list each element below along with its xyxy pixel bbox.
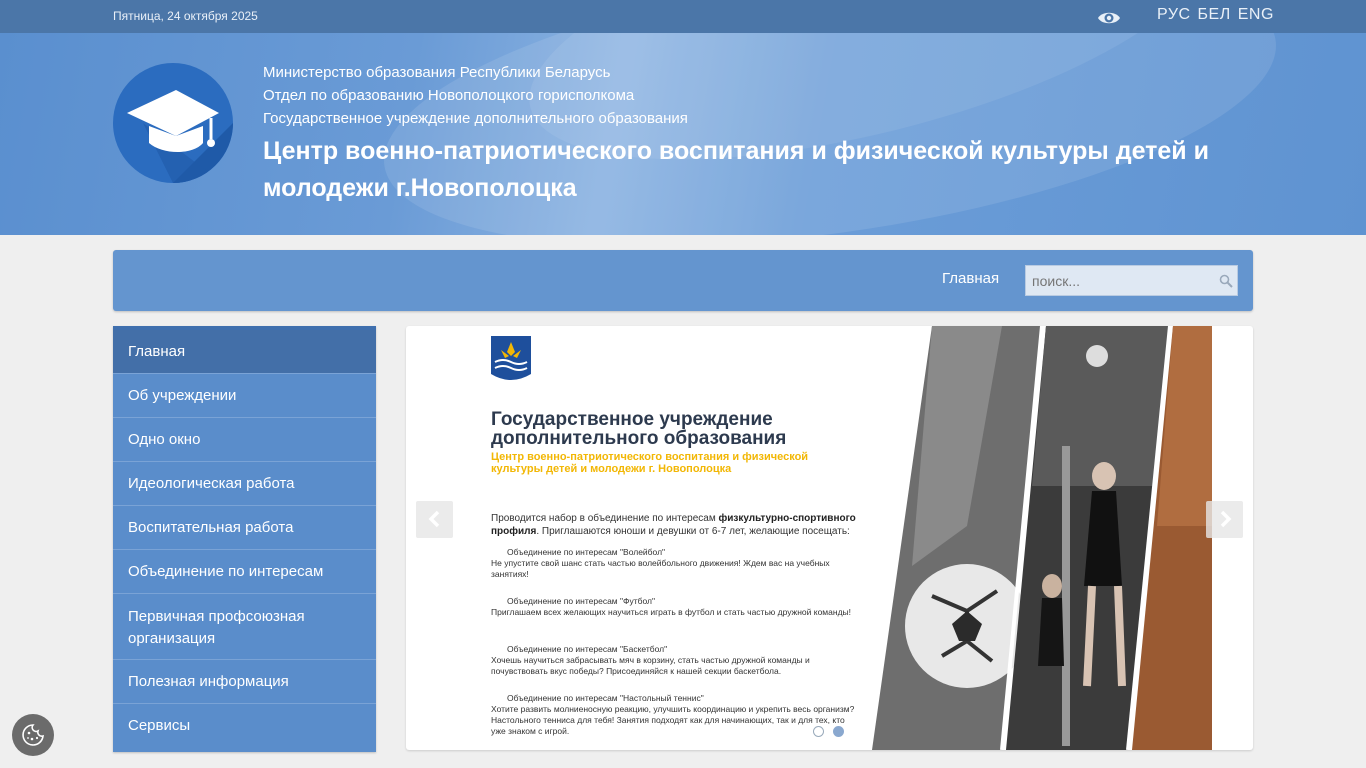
slider-dot-2[interactable] bbox=[833, 726, 844, 737]
slide-item-text: Хочешь научиться забрасывать мяч в корзину, стать частью дружной команды и почувствовать вкус победы? Присоединяйся к нашей секции баскетбола. bbox=[491, 655, 810, 676]
sidebar-item-label: Первичная профсоюзная организация bbox=[128, 608, 305, 647]
cookie-icon bbox=[21, 723, 45, 747]
lang-eng-link[interactable]: ENG bbox=[1237, 6, 1274, 23]
lang-bel-link[interactable]: БЕЛ bbox=[1197, 6, 1231, 23]
sidebar-item-label: Идеологическая работа bbox=[128, 475, 295, 492]
slide-heading: Государственное учреждение дополнительного образования bbox=[491, 409, 787, 449]
slide-item-text: Приглашаем всех желающих научиться играть в футбол и стать частью дружной команды! bbox=[491, 607, 852, 617]
sidebar-item-label: Воспитательная работа bbox=[128, 519, 294, 536]
slide-list-item bbox=[491, 596, 861, 618]
sidebar-item-label: Полезная информация bbox=[128, 673, 289, 690]
sidebar-item-label: Объединение по интересам bbox=[128, 563, 324, 580]
search-box bbox=[1025, 265, 1238, 296]
slider-dot-1[interactable] bbox=[813, 726, 824, 737]
emblem-icon bbox=[491, 336, 531, 384]
sidebar-item-label: Сервисы bbox=[128, 717, 191, 734]
sidebar-item-label: Главная bbox=[128, 343, 186, 360]
slide-list-item bbox=[491, 644, 861, 677]
image-slider bbox=[406, 326, 1253, 750]
slide-item-title: Объединение по интересам "Волейбол" bbox=[507, 547, 666, 557]
sidebar-item-home[interactable] bbox=[113, 330, 376, 374]
language-switcher bbox=[1157, 6, 1281, 24]
site-header bbox=[0, 33, 1366, 235]
sidebar-item-interest-groups[interactable] bbox=[113, 550, 376, 594]
chevron-left-icon bbox=[425, 509, 445, 529]
sidebar-item-trade-union[interactable] bbox=[113, 594, 376, 660]
sidebar-item-services[interactable] bbox=[113, 704, 376, 752]
eye-icon[interactable] bbox=[1097, 9, 1121, 27]
sidebar-item-ideology[interactable] bbox=[113, 462, 376, 506]
current-date: Пятница, 24 октября 2025 bbox=[113, 9, 258, 23]
slide-announcement[interactable] bbox=[474, 326, 1212, 750]
lang-rus-link[interactable]: РУС bbox=[1157, 6, 1191, 23]
slider-prev-button[interactable] bbox=[416, 501, 453, 538]
nav-home-link[interactable]: Главная bbox=[942, 270, 1000, 287]
slide-item-text: Хотите развить молниеносную реакцию, улучшить координацию и укрепить весь организм? Настольного тенниса для тебя! Занятия подходят как для начинающих, так и для тех, кто уже знаком с игрой. bbox=[491, 704, 855, 736]
slide-subheading: Центр военно-патриотического воспитания и физической культуры детей и молодежи г. Новополоцка bbox=[491, 451, 809, 475]
search-input[interactable] bbox=[1026, 266, 1216, 295]
main-navbar bbox=[113, 250, 1253, 311]
institution-type-line: Государственное учреждение дополнительного образования bbox=[263, 110, 688, 127]
ministry-line: Министерство образования Республики Беларусь bbox=[263, 64, 611, 81]
sidebar-item-label: Об учреждении bbox=[128, 387, 237, 404]
search-icon[interactable] bbox=[1219, 274, 1233, 288]
slide-item-text: Не упустите свой шанс стать частью волейбольного движения! Ждем вас на учебных занятиях! bbox=[491, 558, 830, 579]
top-bar bbox=[0, 0, 1366, 33]
department-line: Отдел по образованию Новополоцкого горисполкома bbox=[263, 87, 635, 104]
slide-item-title: Объединение по интересам "Баскетбол" bbox=[507, 644, 668, 654]
sports-photo-collage bbox=[872, 326, 1212, 750]
slide-item-title: Объединение по интересам "Футбол" bbox=[507, 596, 656, 606]
chevron-right-icon bbox=[1215, 509, 1235, 529]
graduation-cap-icon[interactable] bbox=[113, 63, 233, 183]
sidebar-item-label: Одно окно bbox=[128, 431, 201, 448]
cookie-settings-button[interactable] bbox=[12, 714, 54, 756]
slider-next-button[interactable] bbox=[1206, 501, 1243, 538]
slide-item-title: Объединение по интересам "Настольный теннис" bbox=[507, 693, 704, 703]
sidebar-menu bbox=[113, 326, 376, 752]
slide-list-item bbox=[491, 547, 861, 580]
slide-intro: Проводится набор в объединение по интересам физкультурно-спортивного профиля. Приглашаются юноши и девушки от 6-7 лет, желающие посещать: bbox=[491, 513, 856, 537]
sidebar-item-about[interactable] bbox=[113, 374, 376, 418]
slide-list-item bbox=[491, 693, 861, 737]
site-title: Центр военно-патриотического воспитания и физической культуры детей и молодежи г.Новополоцка bbox=[263, 137, 1209, 202]
sidebar-item-education[interactable] bbox=[113, 506, 376, 550]
sidebar-item-useful-info[interactable] bbox=[113, 660, 376, 704]
sidebar-item-one-window[interactable] bbox=[113, 418, 376, 462]
